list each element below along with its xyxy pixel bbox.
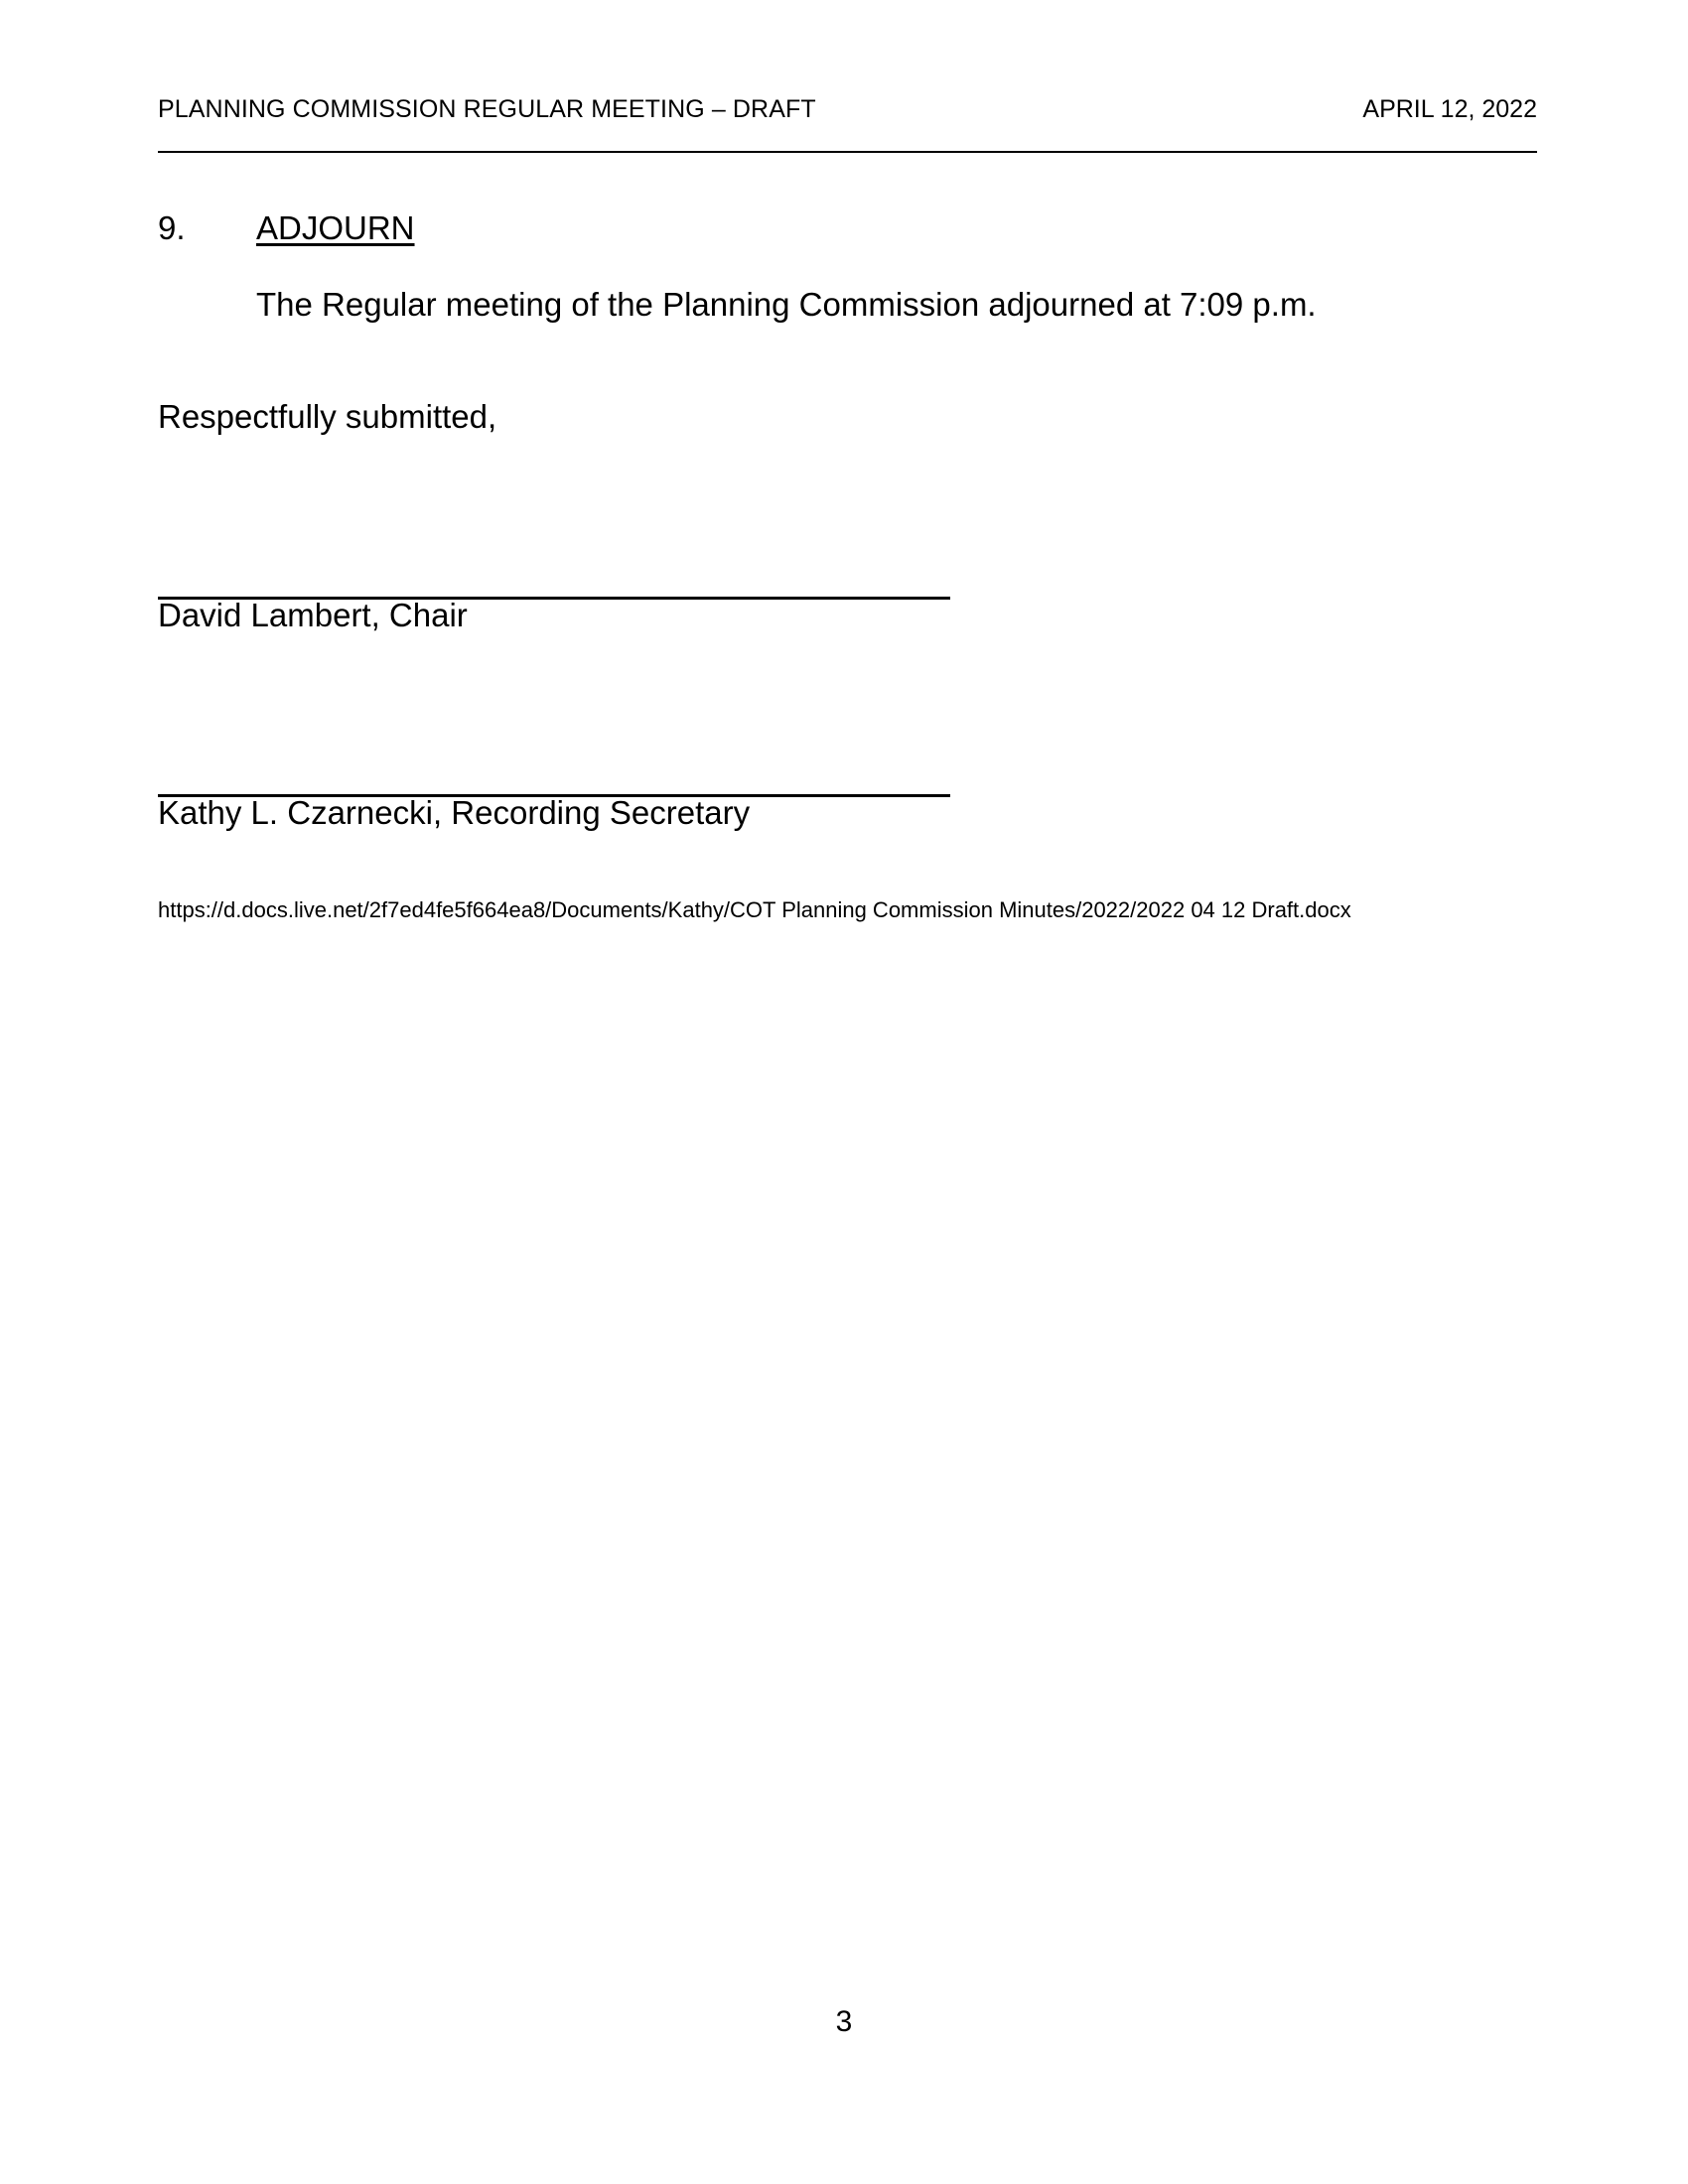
header-date: APRIL 12, 2022 <box>1362 95 1537 123</box>
closing-text: Respectfully submitted, <box>158 398 497 435</box>
section-number: 9. <box>158 209 186 246</box>
header-title: PLANNING COMMISSION REGULAR MEETING – DRAFT <box>158 95 816 123</box>
section-body: The Regular meeting of the Planning Commission adjourned at 7:09 p.m. <box>256 286 1317 323</box>
signature-name-secretary: Kathy L. Czarnecki, Recording Secretary <box>158 794 751 831</box>
section-heading: ADJOURN <box>256 209 415 246</box>
file-path: https://d.docs.live.net/2f7ed4fe5f664ea8/Documents/Kathy/COT Planning Commission Minutes/2022/2022 04 12 Draft.docx <box>158 897 1351 922</box>
page-header <box>158 95 1537 153</box>
page-number: 3 <box>835 2005 853 2038</box>
signature-name-chair: David Lambert, Chair <box>158 597 468 633</box>
